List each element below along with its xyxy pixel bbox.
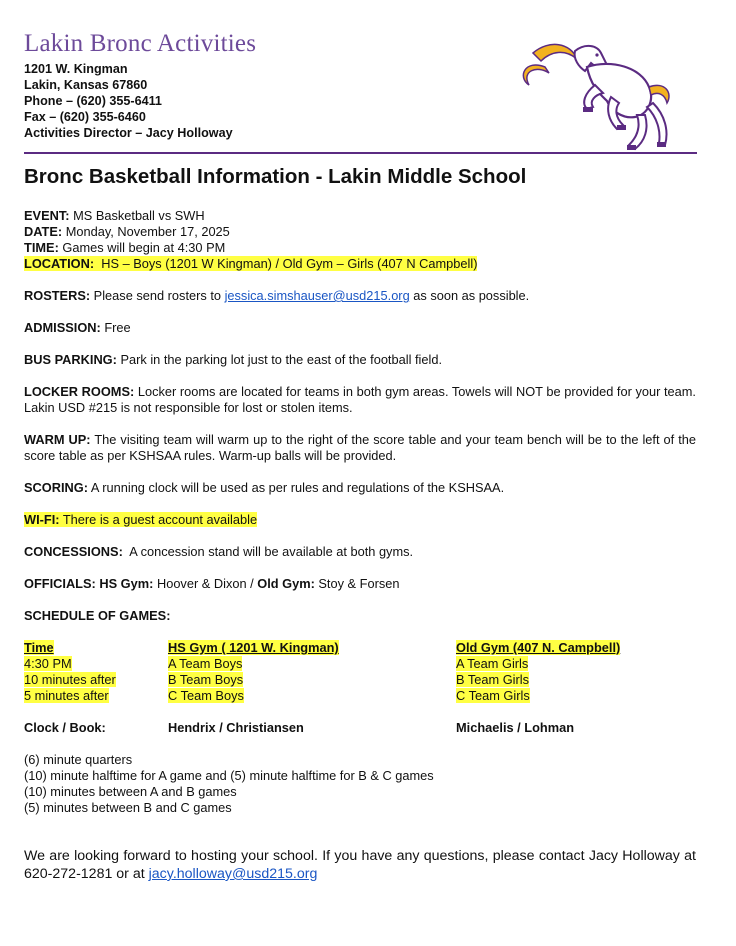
clock-book-row <box>24 720 696 736</box>
page-title: Bronc Basketball Information - Lakin Middle School <box>24 165 527 188</box>
note-line: (5) minutes between B and C games <box>24 800 232 815</box>
address-street: 1201 W. Kingman <box>24 62 128 76</box>
schedule-header-row <box>24 640 696 656</box>
fax-number: Fax – (620) 355-6460 <box>24 110 146 124</box>
note-line: (6) minute quarters <box>24 752 133 767</box>
document-body <box>24 208 696 883</box>
column-header-old-gym: Old Gym (407 N. Campbell) <box>456 640 621 655</box>
scoring-line: SCORING: A running clock will be used as per rules and regulations of the KSHSAA. <box>24 480 505 495</box>
closing-paragraph: We are looking forward to hosting your school. If you have any questions, please contact Jacy Holloway at 620-272-1281 or at jacy.holloway@usd215.org <box>24 848 696 882</box>
date-line: DATE: Monday, November 17, 2025 <box>24 224 230 239</box>
location-line <box>24 256 696 272</box>
address-block <box>24 61 233 141</box>
table-row: 5 minutes after C Team Boys C Team Girls <box>24 688 530 703</box>
column-header-hs-gym: HS Gym ( 1201 W. Kingman) <box>168 640 339 655</box>
bronco-mascot-logo <box>515 37 675 155</box>
schedule-table <box>24 640 696 736</box>
concessions-line: CONCESSIONS: A concession stand will be available at both gyms. <box>24 544 414 559</box>
clock-book-hs: Hendrix / Christiansen <box>168 720 304 735</box>
warm-up-paragraph: WARM UP: The visiting team will warm up to the right of the score table and your team bench will be to the left of the score table as per KSHSAA rules. Warm-up balls will be provided. <box>24 432 697 463</box>
locker-rooms-paragraph: LOCKER ROOMS: Locker rooms are located for teams in both gym areas. Towels will NOT be provided for your team. Lakin USD #215 is not responsible for lost or stolen items. <box>24 384 696 415</box>
bus-parking-line: BUS PARKING: Park in the parking lot just to the east of the football field. <box>24 352 442 367</box>
header-divider <box>24 152 697 154</box>
time-line: TIME: Games will begin at 4:30 PM <box>24 240 226 255</box>
rosters-line: ROSTERS: Please send rosters to jessica.simshauser@usd215.org as soon as possible. <box>24 288 530 303</box>
event-line: EVENT: MS Basketball vs SWH <box>24 208 205 223</box>
organization-name: Lakin Bronc Activities <box>24 30 257 57</box>
wifi-highlight: WI-FI: There is a guest account available <box>24 512 258 527</box>
note-line: (10) minutes between A and B games <box>24 784 237 799</box>
schedule-heading: SCHEDULE OF GAMES: <box>24 608 171 623</box>
admission-line: ADMISSION: Free <box>24 320 131 335</box>
phone-number: Phone – (620) 355-6411 <box>24 94 162 108</box>
wifi-line <box>24 512 696 528</box>
clock-book-old: Michaelis / Lohman <box>456 720 575 735</box>
rosters-email-link[interactable]: jessica.simshauser@usd215.org <box>224 288 410 303</box>
director-email-link[interactable]: jacy.holloway@usd215.org <box>148 866 318 882</box>
column-header-time: Time <box>24 640 54 655</box>
note-line: (10) minute halftime for A game and (5) minute halftime for B & C games <box>24 768 434 783</box>
clock-book-label: Clock / Book: <box>24 720 106 735</box>
address-city: Lakin, Kansas 67860 <box>24 78 148 92</box>
table-row: 4:30 PM A Team Boys A Team Girls <box>24 656 529 671</box>
officials-line: OFFICIALS: HS Gym: Hoover & Dixon / Old Gym: Stoy & Forsen <box>24 576 400 591</box>
activities-director: Activities Director – Jacy Holloway <box>24 126 233 140</box>
location-highlight: LOCATION: HS – Boys (1201 W Kingman) / Old Gym – Girls (407 N Campbell) <box>24 256 478 271</box>
table-row: 10 minutes after B Team Boys B Team Girls <box>24 672 530 687</box>
